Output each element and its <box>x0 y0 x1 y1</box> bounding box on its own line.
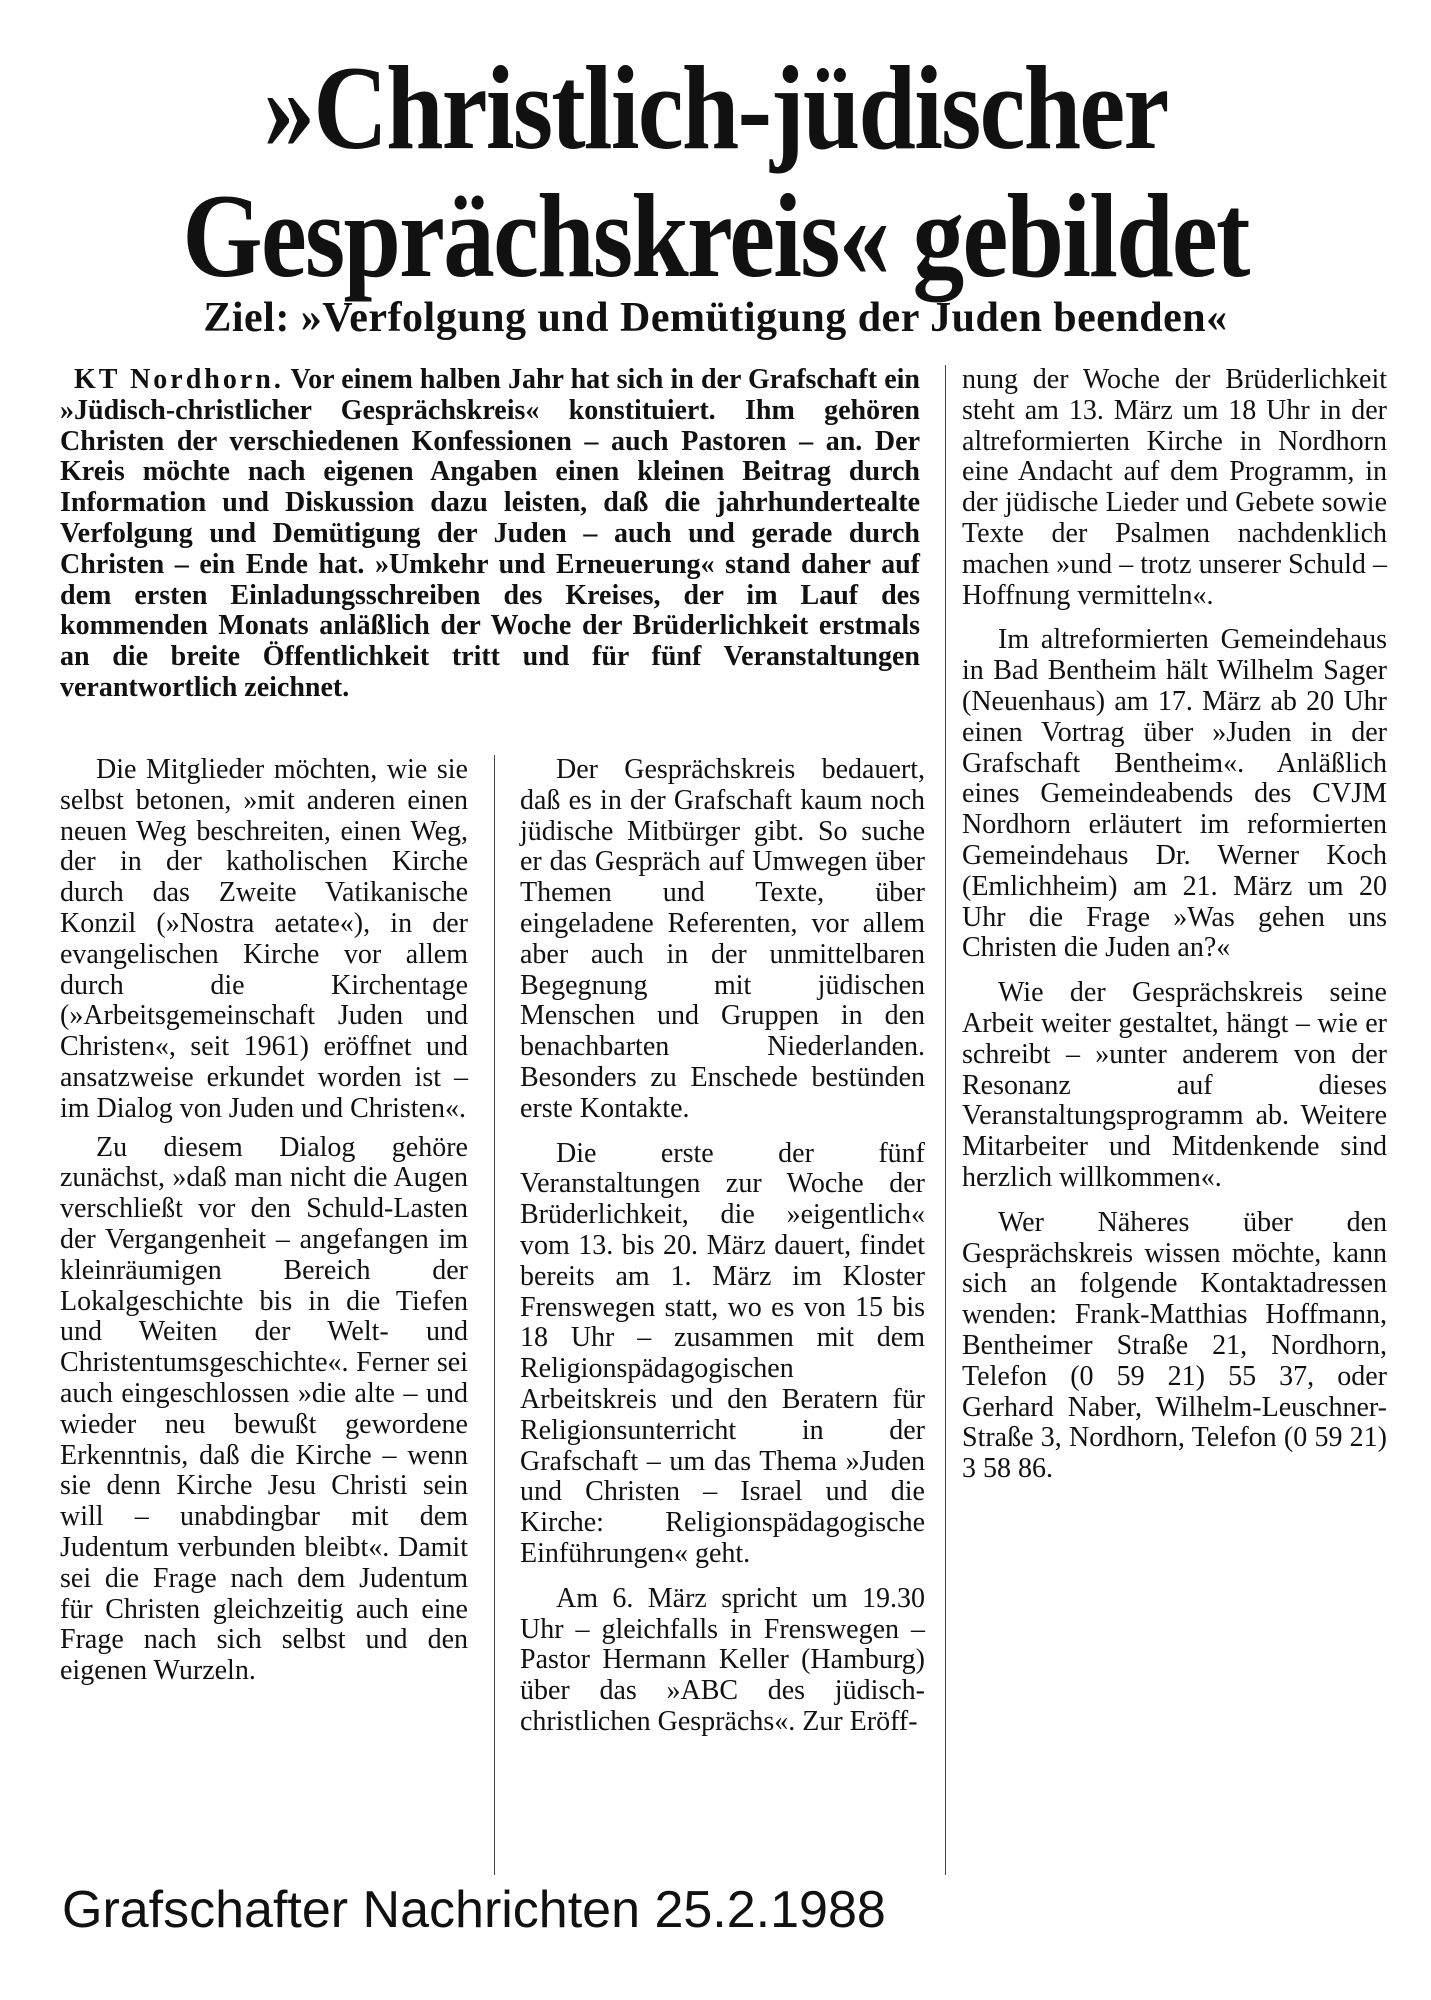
column-divider <box>945 365 946 1875</box>
column-3-paragraph-1: nung der Woche der Brüderlichkeit steht am 13. März um 18 Uhr in der altreformierten Kirche in Nordhorn eine Andacht auf dem Programm, in der jüdische Lieder und Gebete sowie Texte der Psalmen nachdenklich machen »und – trotz unserer Schuld – Hoffnung vermitteln«. <box>962 364 1387 611</box>
column-2-paragraph-3: Am 6. März spricht um 19.30 Uhr – gleichfalls in Frenswegen – Pastor Hermann Keller (Hamburg) über das »ABC des jüdisch-christlichen Gesprächs«. Zur Eröff- <box>520 1582 925 1737</box>
column-1-paragraph-1: Die Mitglieder möchten, wie sie selbst betonen, »mit anderen einen neuen Weg beschreiten, einen Weg, der in der katholischen Kirche durch das Zweite Vatikanische Konzil (»Nostra aetate«), in der evangelischen Kirche vor allem durch die Kirchentage (»Arbeitsgemeinschaft Juden und Christen«, seit 1961) eröffnet und ansatzweise erkundet worden ist – im Dialog von Juden und Christen«. <box>60 754 468 1124</box>
lead-paragraph <box>60 365 920 704</box>
article-subheadline: Ziel: »Verfolgung und Demütigung der Juden beenden« <box>203 295 1228 341</box>
column-3-paragraph-2: Im altreformierten Gemeindehaus in Bad Bentheim hält Wilhelm Sager (Neuenhaus) am 17. März ab 20 Uhr einen Vortrag über »Juden in der Grafschaft Bentheim«. Anläßlich eines Gemeindeabends des CVJM Nordhorn erläutert im reformierten Gemeindehaus Dr. Werner Koch (Emlichheim) am 21. März um 20 Uhr die Frage »Was gehen uns Christen die Juden an?« <box>962 624 1387 964</box>
column-2-paragraph-2: Die erste der fünf Veranstaltungen zur Woche der Brüderlichkeit, die »eigentlich« vom 13. bis 20. März dauert, findet bereits am 1. März im Kloster Frenswegen statt, wo es von 15 bis 18 Uhr – zusammen mit dem Religionspädagogischen Arbeitskreis und den Beratern für Religionsunterricht in der Grafschaft – um das Thema »Juden und Christen – Israel und die Kirche: Religionspädagogische Einführungen« geht. <box>520 1137 925 1569</box>
headline-line-2: Gesprächskreis« gebildet <box>182 169 1249 302</box>
column-3-paragraph-4: Wer Näheres über den Gesprächskreis wissen möchte, kann sich an folgende Kontaktadressen wenden: Frank-Matthias Hoffmann, Bentheimer Straße 21, Nordhorn, Telefon (0 59 21) 55 37, oder Gerhard Naber, Wilhelm-Leuschner-Straße 3, Nordhorn, Telefon (0 59 21) 3 58 86. <box>962 1206 1387 1485</box>
column-divider <box>494 755 495 1875</box>
article-column-2 <box>520 755 925 1738</box>
column-1-paragraph-2: Zu diesem Dialog gehöre zunächst, »daß man nicht die Augen verschließt vor den Schuld-Lasten der Vergangenheit – angefangen im kleinräumigen Bereich der Lokalgeschichte bis in die Tiefen und Weiten der Welt- und Christentumsgeschichte«. Ferner sei auch eingeschlossen »die alte – und wieder neu bewußt gewordene Erkenntnis, daß die Kirche – wenn sie denn Kirche Jesu Christi sein will – unabdingbar mit dem Judentum verbunden bleibt«. Damit sei die Frage nach dem Judentum für Christen gleichzeitig auch eine Frage nach sich selbst und den eigenen Wurzeln. <box>60 1131 468 1687</box>
dateline: KT Nordhorn. <box>74 364 284 395</box>
column-3-paragraph-3: Wie der Gesprächskreis seine Arbeit weiter gestaltet, hängt – wie er schreibt – »unter anderem von der Resonanz auf dieses Veranstaltungsprogramm ab. Weitere Mitarbeiter und Mitdenkende sind herzlich willkommen«. <box>962 977 1387 1193</box>
headline-line-1: »Christlich-jüdischer <box>263 41 1168 174</box>
article-column-1 <box>60 755 468 1687</box>
article-column-3 <box>962 365 1387 1485</box>
article-headline <box>135 41 1297 302</box>
column-2-paragraph-1: Der Gesprächskreis bedauert, daß es in der Grafschaft kaum noch jüdische Mitbürger gibt. So suche er das Gespräch auf Umwegen über Themen und Texte, über eingeladene Referenten, vor allem aber auch in der unmittelbaren Begegnung mit jüdischen Menschen und Gruppen in den benachbarten Niederlanden. Besonders zu Enschede bestünden erste Kontakte. <box>520 754 925 1124</box>
source-caption: Grafschafter Nachrichten 25.2.1988 <box>62 1881 886 1939</box>
lead-text: Vor einem halben Jahr hat sich in der Grafschaft ein »Jüdisch-christlicher Gesprächskreis« konstituiert. Ihm gehören Christen der verschiedenen Konfessionen – auch Pastoren – an. Der Kreis möchte nach eigenen Angaben einen kleinen Beitrag durch Information und Diskussion dazu leisten, daß die jahrhundertealte Verfolgung und Demütigung der Juden – auch und gerade durch Christen – ein Ende hat. »Umkehr und Erneuerung« stand daher auf dem ersten Einladungsschreiben des Kreises, der im Lauf des kommenden Monats anläßlich der Woche der Brüderlichkeit erstmals an die breite Öffentlichkeit tritt und für fünf Veranstaltungen verantwortlich zeichnet. <box>60 364 920 703</box>
lead-paragraph-block <box>60 365 920 704</box>
